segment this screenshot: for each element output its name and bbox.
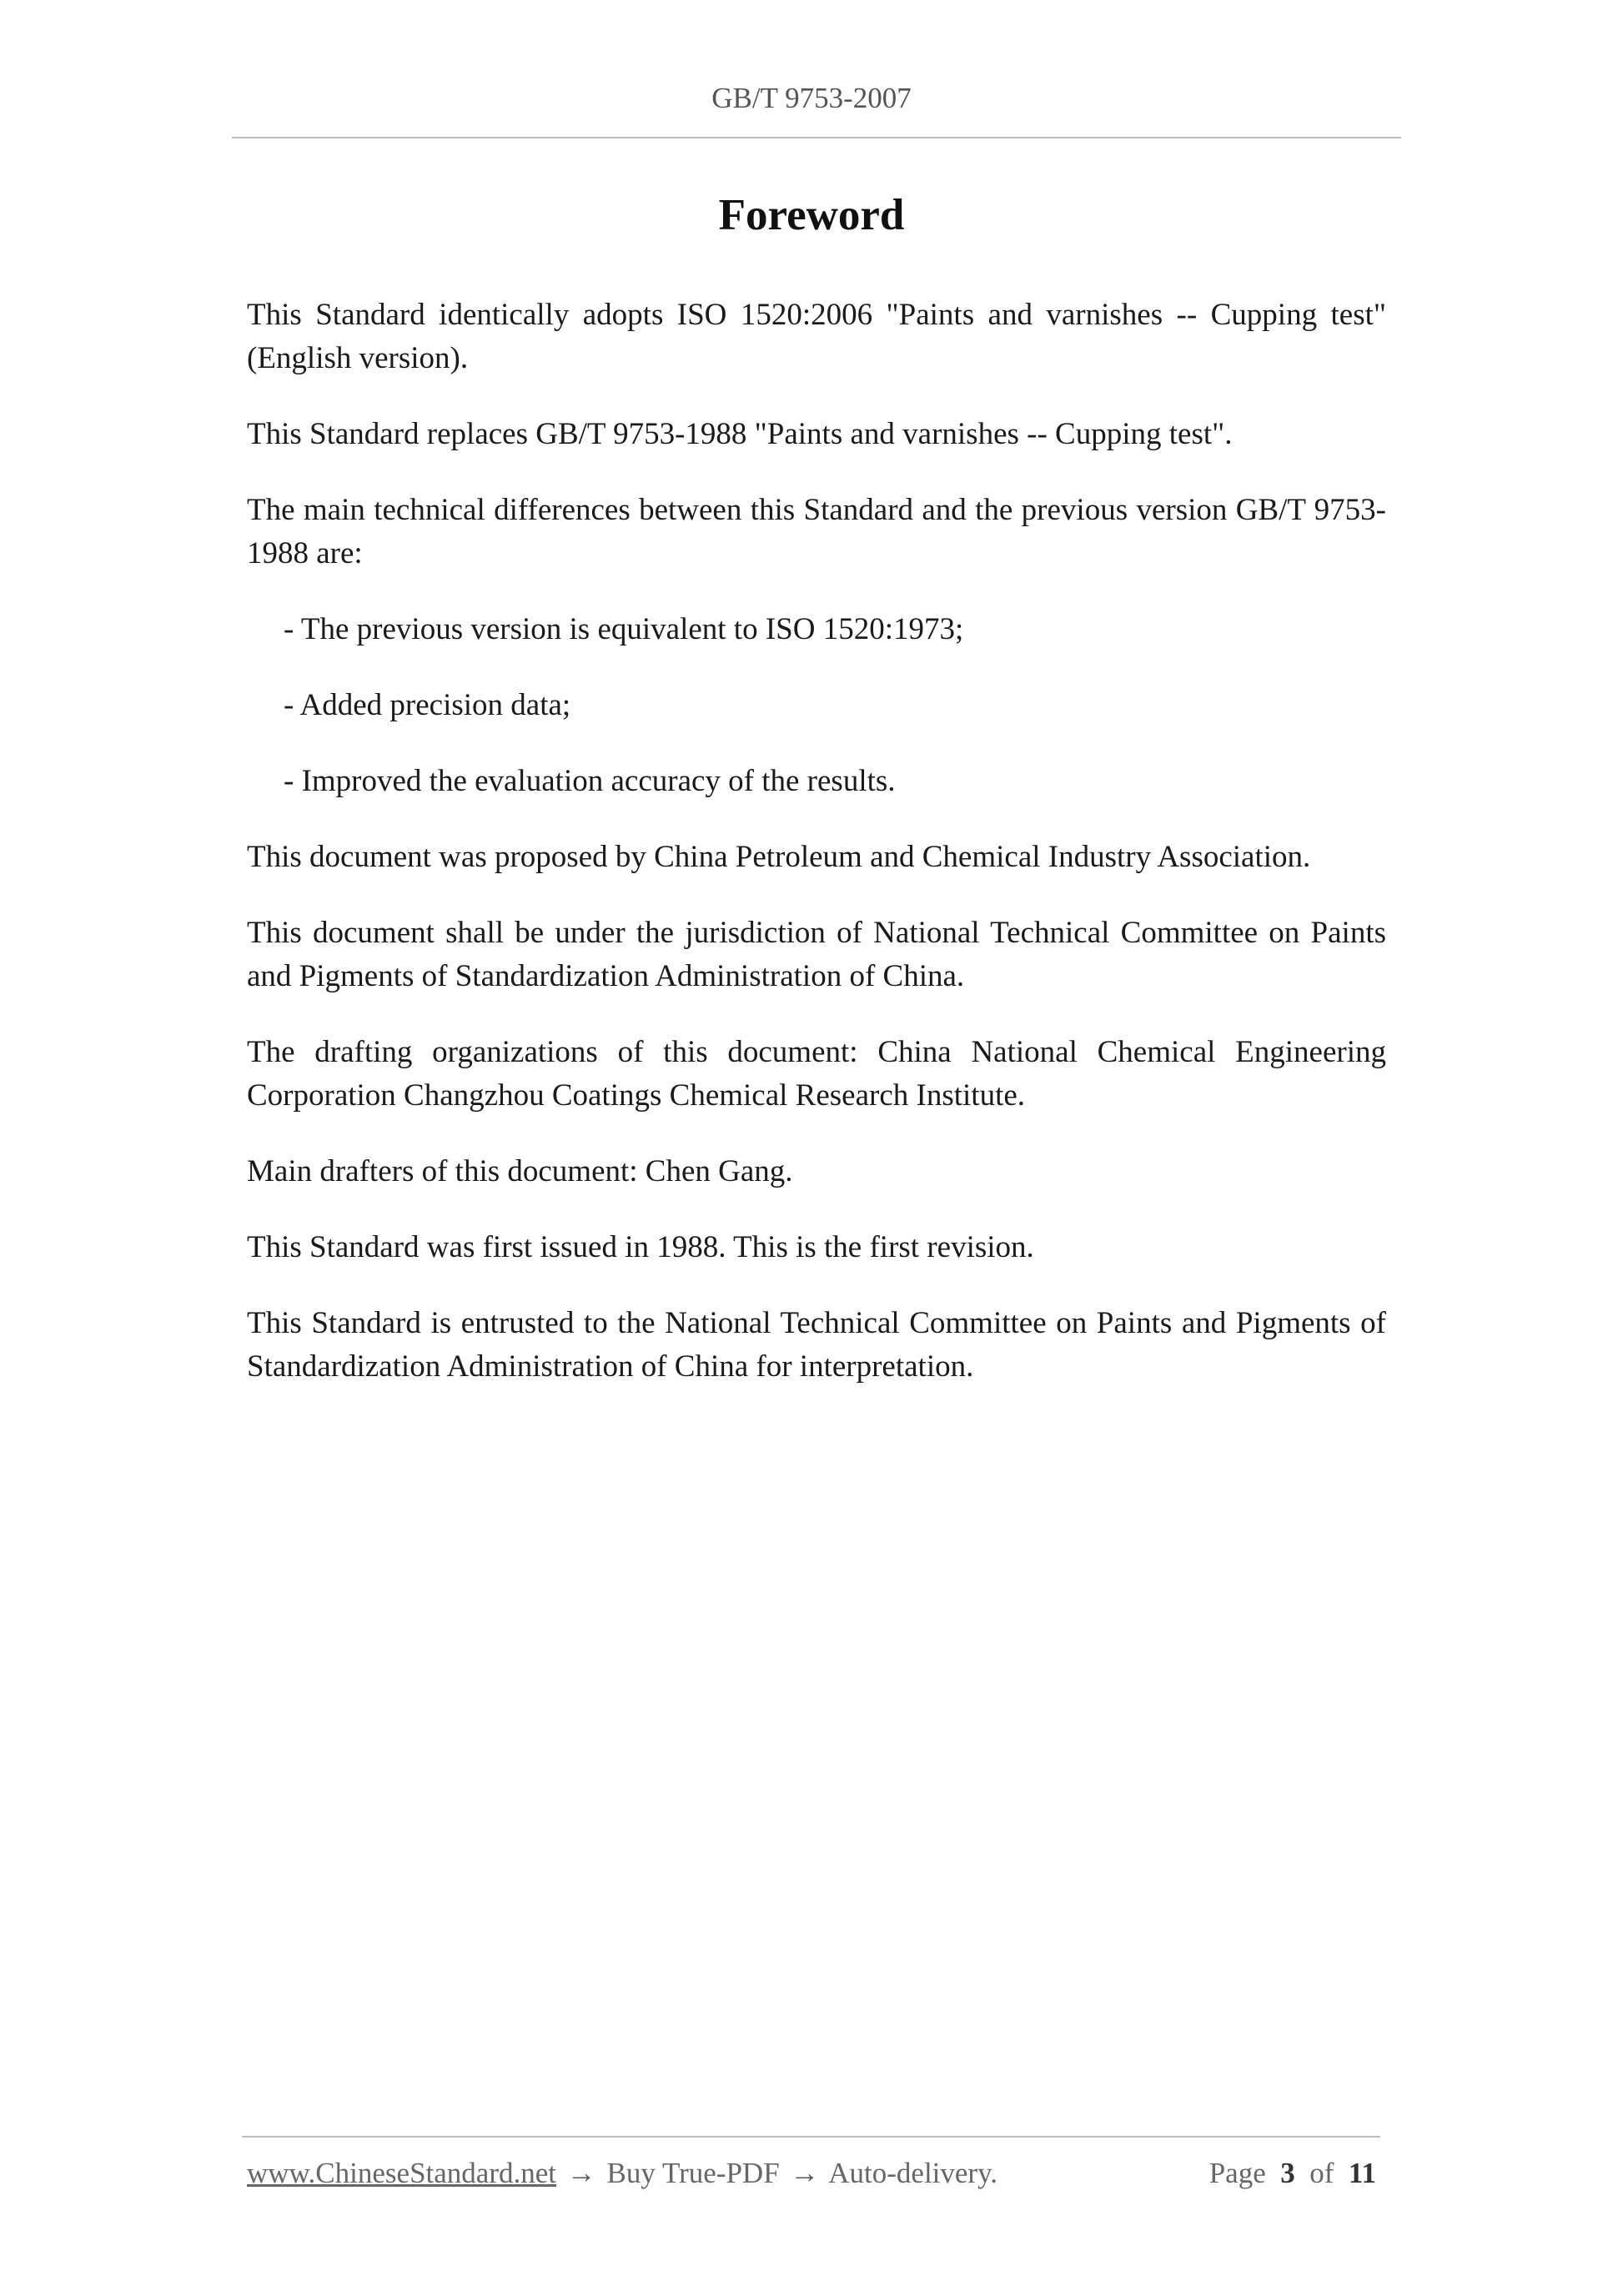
- footer-divider: [242, 2136, 1380, 2138]
- auto-delivery-text: Auto-delivery.: [828, 2157, 998, 2189]
- paragraph-first-issued: This Standard was first issued in 1988. This is the first revision.: [247, 1230, 1034, 1264]
- arrow-right-icon: →: [790, 2157, 820, 2189]
- website-link[interactable]: www.ChineseStandard.net: [247, 2157, 556, 2189]
- list-item: - The previous version is equivalent to ISO 1520:1973;: [284, 612, 964, 646]
- page-current: 3: [1280, 2157, 1295, 2189]
- page-number: [1209, 2157, 1376, 2190]
- paragraph-interpretation: This Standard is entrusted to the National Technical Committee on Paints and Pigments of Standardization Administration of China for interpretation.: [247, 1306, 1386, 1384]
- document-body: [247, 294, 1386, 1421]
- header-divider: [232, 137, 1401, 138]
- list-item: - Added precision data;: [284, 688, 571, 722]
- paragraph-jurisdiction: This document shall be under the jurisdiction of National Technical Committee on Paints and Pigments of Standardization Administration of China.: [247, 916, 1386, 993]
- paragraph-adoption: This Standard identically adopts ISO 1520:2006 "Paints and varnishes -- Cupping test" (English version).: [247, 298, 1386, 375]
- list-item: - Improved the evaluation accuracy of the results.: [284, 764, 896, 798]
- paragraph-differences: The main technical differences between this Standard and the previous version GB/T 9753-1988 are:: [247, 493, 1386, 570]
- paragraph-main-drafters: Main drafters of this document: Chen Gang.: [247, 1154, 793, 1188]
- page-label: Page: [1208, 2157, 1266, 2189]
- buy-true-pdf-text: Buy True-PDF: [606, 2157, 780, 2189]
- arrow-right-icon: →: [566, 2157, 596, 2189]
- page-title: Foreword: [718, 191, 905, 239]
- paragraph-drafting-organizations: The drafting organizations of this document: China National Chemical Engineering Corporation Changzhou Coatings Chemical Research Institute.: [247, 1035, 1386, 1113]
- page-total: 11: [1348, 2157, 1376, 2189]
- page-of-label: of: [1309, 2157, 1334, 2189]
- footer-promo: [247, 2157, 997, 2190]
- running-header: GB/T 9753-2007: [711, 82, 912, 114]
- paragraph-proposed-by: This document was proposed by China Petroleum and Chemical Industry Association.: [247, 840, 1311, 874]
- paragraph-replaces: This Standard replaces GB/T 9753-1988 "Paints and varnishes -- Cupping test".: [247, 417, 1233, 451]
